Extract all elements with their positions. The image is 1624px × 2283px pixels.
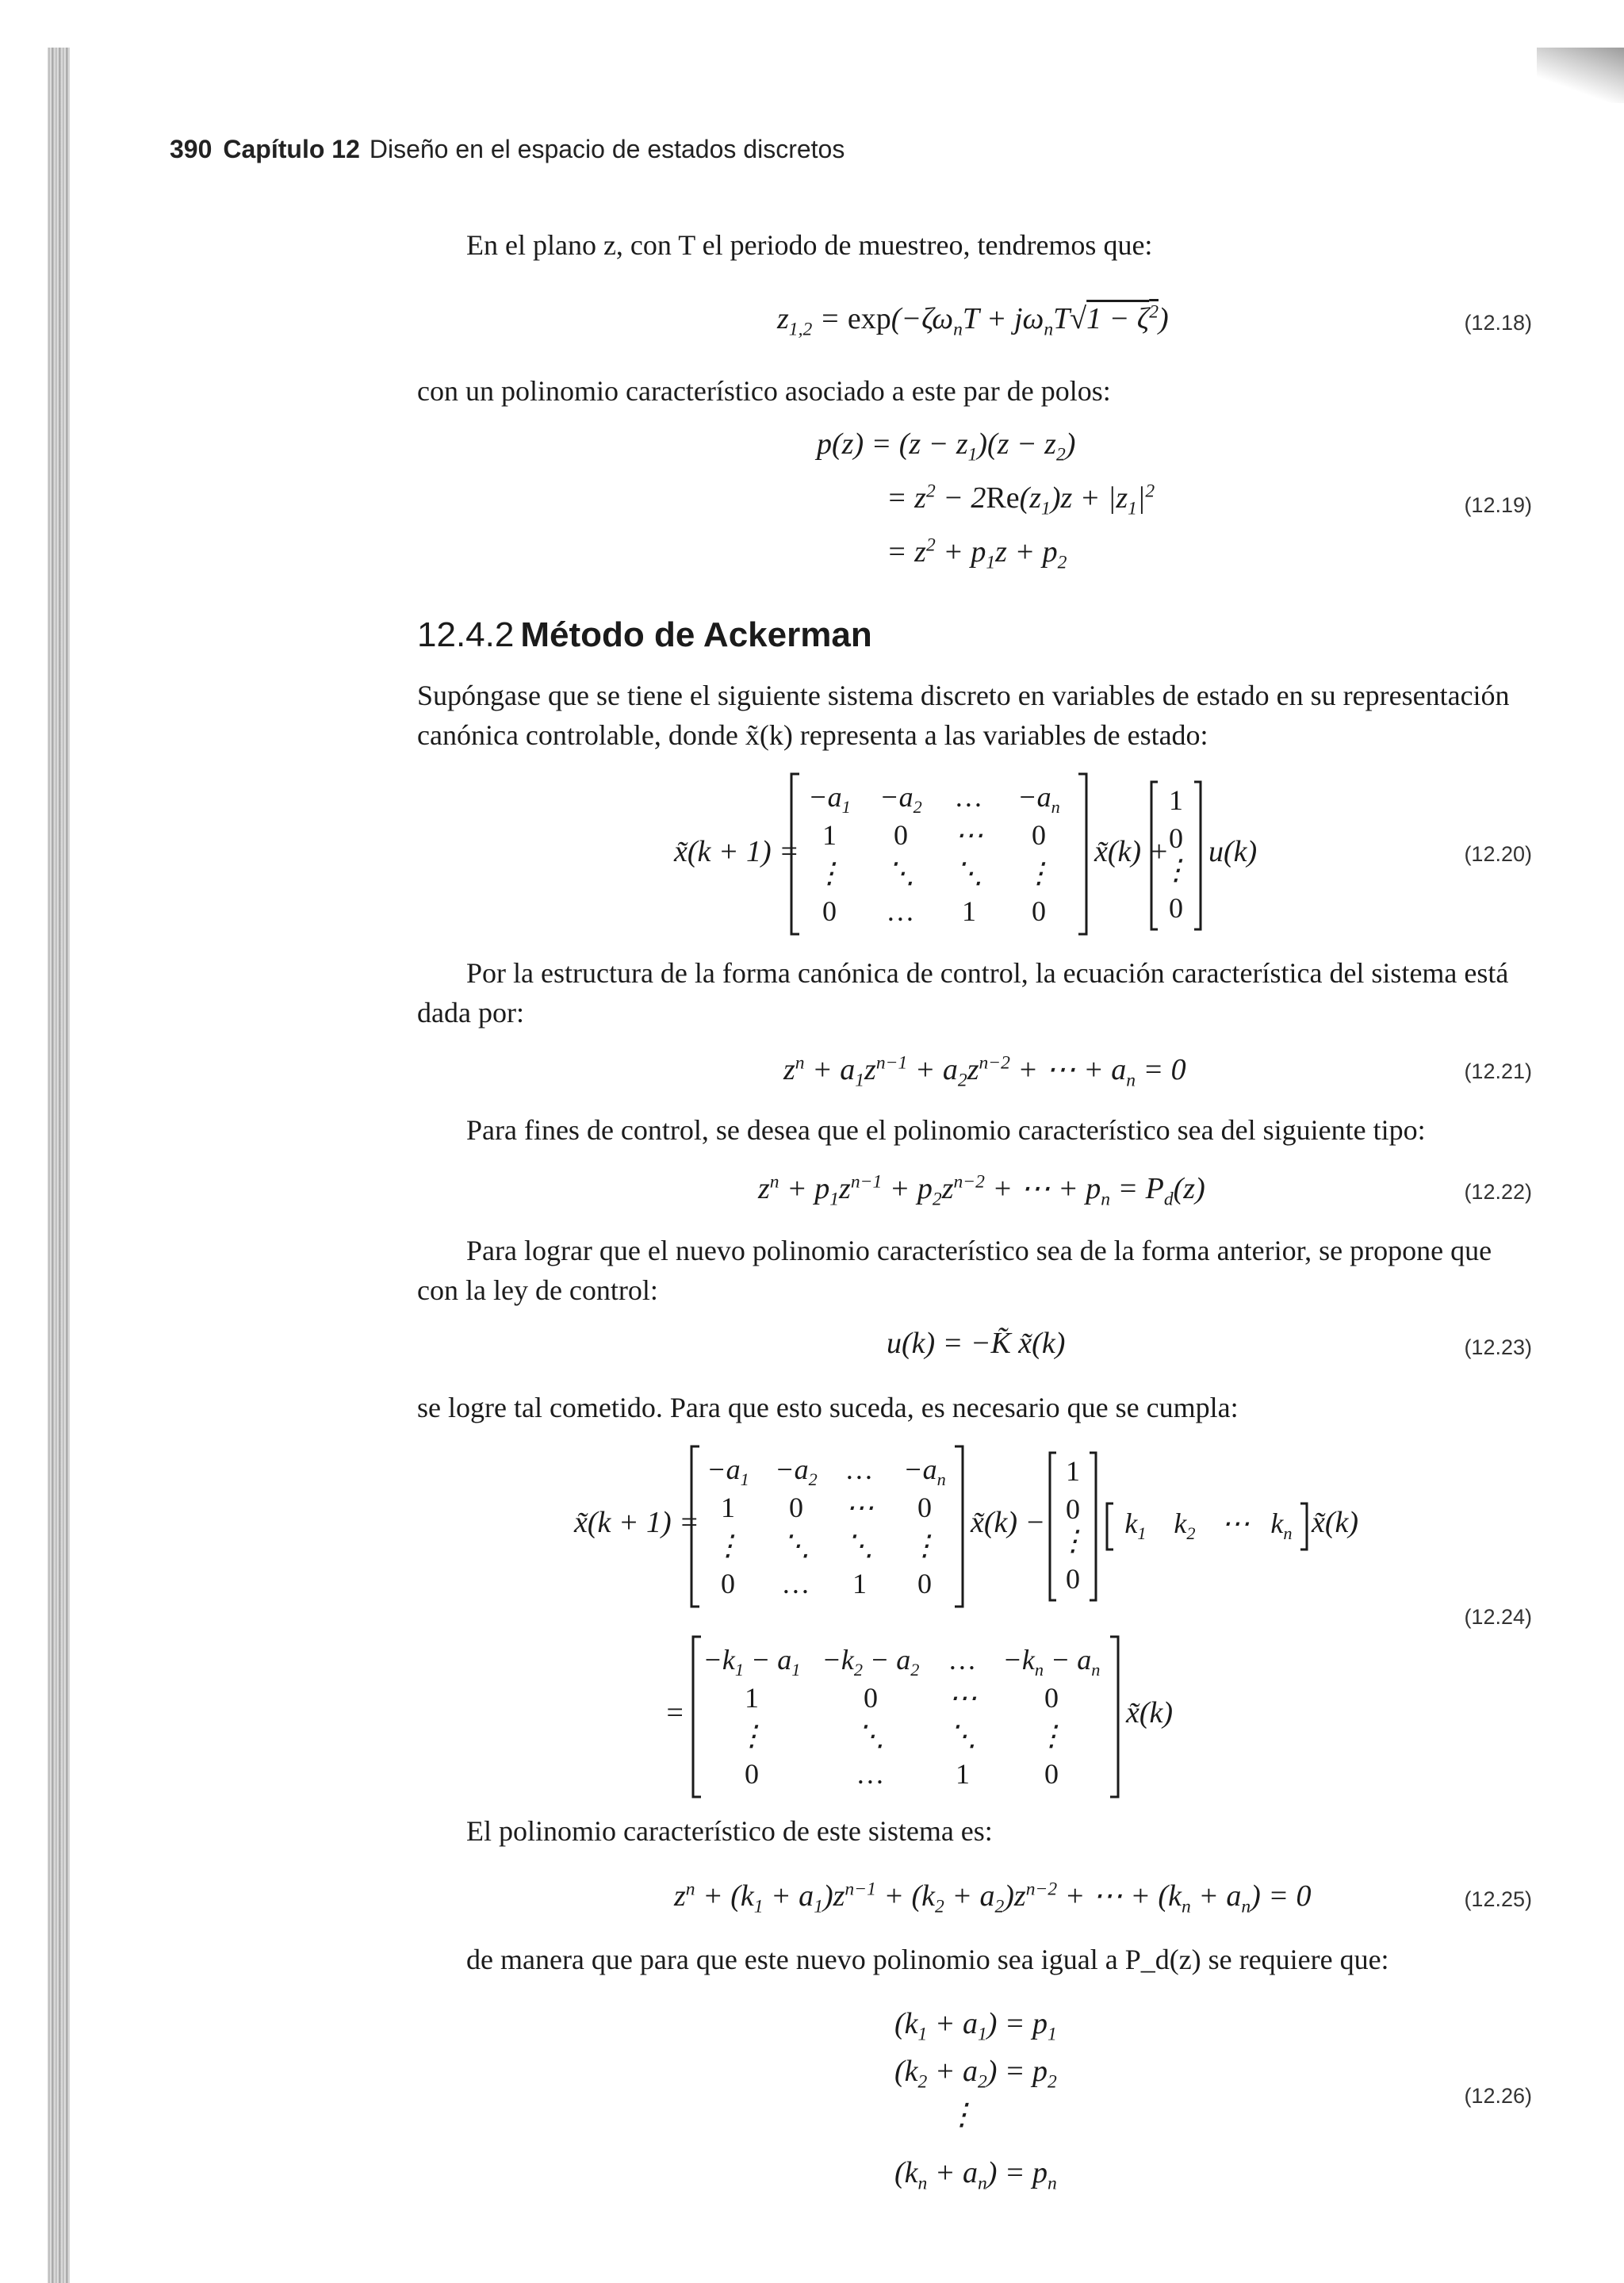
chapter-title: Diseño en el espacio de estados discretos — [369, 135, 845, 163]
paragraph-polynomial: con un polinomio característico asociado a este par de polos: — [417, 375, 1111, 407]
equation-12-19-line2: = $z^2 - 2Re(z_1)z + |z_1|^2$ — [887, 481, 1155, 519]
equation-12-18: $z_{1,2} = \exp(-\zeta\omega_nT + j\omega_nT√1 - \zeta^2)$ — [777, 301, 1169, 340]
equation-number: (12.20) — [1464, 842, 1532, 866]
equation-12-22: $z^n + p_1z^{n-1} + p_2z^{n-2}$ + ⋯ + $p_n = P_d(z)$ — [758, 1171, 1205, 1210]
paragraph-control-law: Para lograr que el nuevo polinomio característico sea de la forma anterior, se propone que con la ley de control: — [417, 1235, 1492, 1306]
equation-number: (12.21) — [1464, 1059, 1532, 1083]
running-header — [170, 135, 845, 164]
chapter-label: Capítulo 12 — [223, 135, 360, 163]
equation-number: (12.23) — [1464, 1335, 1532, 1359]
equation-12-19-line1: $p(z) = (z - z_1)(z - z_2)$ — [817, 427, 1076, 465]
equation-12-26-dots: ⋮ — [947, 2098, 977, 2132]
section-heading — [417, 615, 872, 655]
paragraph-condition: se logre tal cometido. Para que esto suceda, es necesario que se cumpla: — [417, 1392, 1239, 1423]
equation-12-26-line1: $(k_1 + a_1) = p_1$ — [894, 2007, 1057, 2045]
equation-number: (12.22) — [1464, 1180, 1532, 1204]
equation-number: (12.24) — [1464, 1605, 1532, 1629]
page-corner-shadow — [1537, 48, 1624, 103]
paragraph-system: Supóngase que se tiene el siguiente sistema discreto en variables de estado en su representación canónica controlable, donde x̃(k) representa a las variables de estado: — [417, 680, 1510, 751]
equation-12-25: $z^n + (k_1 + a_1)z^{n-1} + (k_2 + a_2)z^{n-2}$ + ⋯ + $(k_n + a_n) = 0$ — [674, 1879, 1312, 1917]
section-number: 12.4.2 — [417, 615, 515, 654]
section-title: Método de Ackerman — [520, 615, 872, 654]
paragraph-intro: En el plano z, con T el periodo de muestreo, tendremos que: — [466, 229, 1153, 261]
eq20-lhs: x̃(k + 1) = — [674, 835, 799, 868]
page-number: 390 — [170, 135, 213, 163]
equation-number: (12.18) — [1464, 311, 1532, 335]
paragraph-canonical: Por la estructura de la forma canónica de control, la ecuación característica del sistema está dada por: — [417, 957, 1509, 1028]
equation-12-19-line3: = $z^2 + p_1z + p_2$ — [887, 534, 1067, 573]
paragraph-requirement: de manera que para que este nuevo polinomio sea igual a P_d(z) se requiere que: — [466, 1944, 1389, 1975]
equation-12-23: u(k) = −K̃ x̃(k) — [887, 1327, 1066, 1360]
book-binding-shadow — [48, 48, 70, 2283]
equation-12-21: $z^n + a_1z^{n-1} + a_2z^{n-2}$ + ⋯ + $a_n = 0$ — [783, 1052, 1186, 1091]
equation-12-26-line3: $(k_n + a_n) = p_n$ — [894, 2156, 1057, 2194]
paragraph-desired: Para fines de control, se desea que el polinomio característico sea del siguiente tipo: — [466, 1114, 1426, 1146]
equation-number: (12.25) — [1464, 1887, 1532, 1911]
equation-number: (12.26) — [1464, 2084, 1532, 2108]
paragraph-char-poly: El polinomio característico de este sistema es: — [466, 1815, 993, 1847]
equation-12-26-line2: $(k_2 + a_2) = p_2$ — [894, 2055, 1057, 2093]
equation-number: (12.19) — [1464, 493, 1532, 517]
